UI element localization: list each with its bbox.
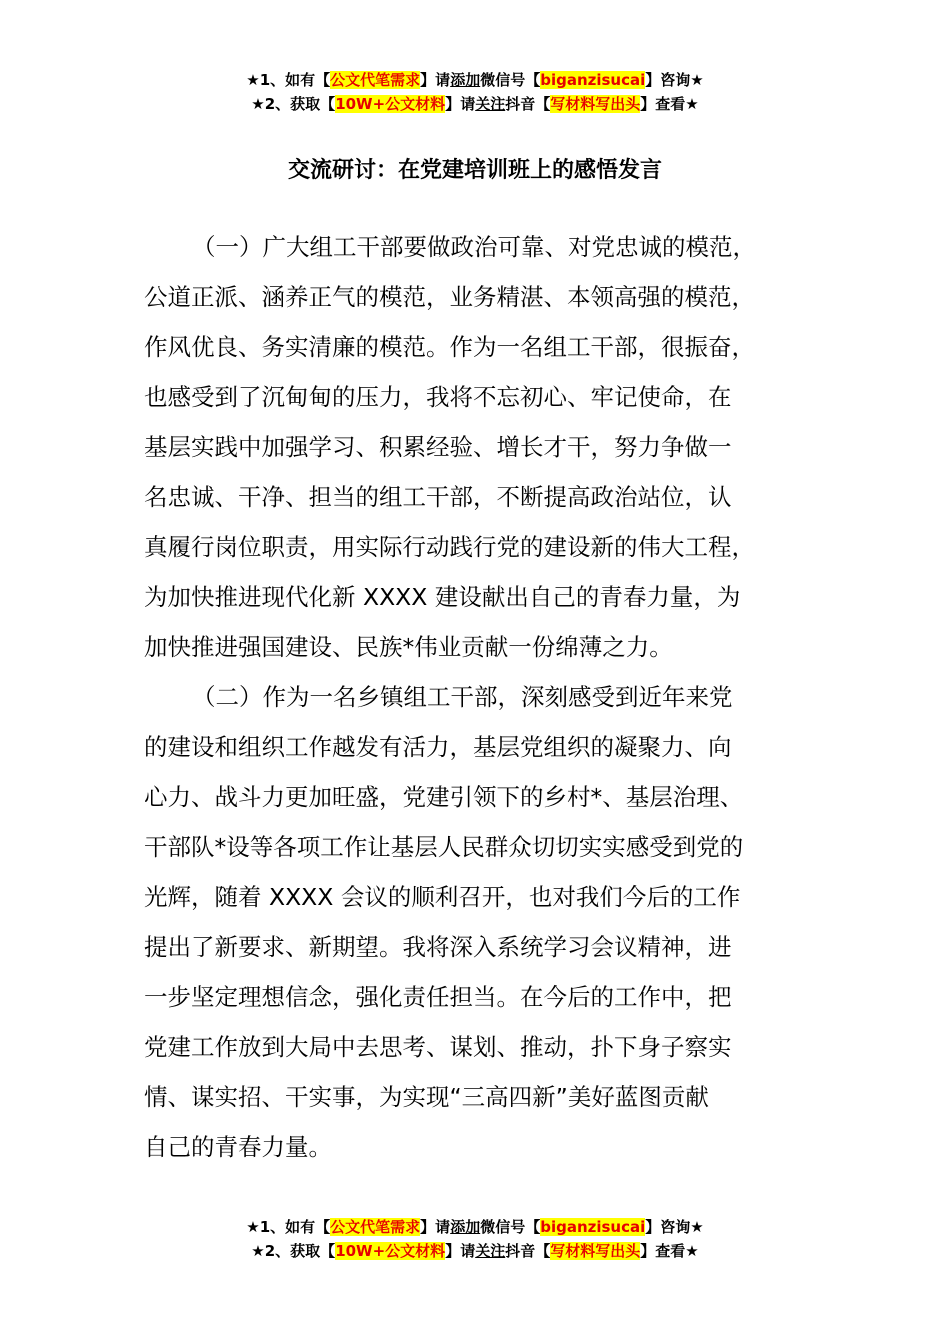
promo-wechat-id: biganzisucai [540,71,646,89]
text-line: （一）广大组工干部要做政治可靠、对党忠诚的模范， [192,233,756,261]
promo-line-1 [0,68,950,92]
text-line: 真履行岗位职责，用实际行动践行党的建设新的伟大工程， [144,533,755,561]
promo-text: 】请 [445,1242,476,1260]
promo-text: 】查看★ [640,1242,699,1260]
text-line: 加快推进强国建设、民族*伟业贡献一份绵薄之力。 [144,633,673,661]
promo-highlight: 公文代笔需求 [330,1218,421,1236]
promo-text: 】咨询★ [645,1218,704,1236]
promo-text: 抖音【 [505,95,551,113]
text-line: 光辉，随着 XXXX 会议的顺利召开，也对我们今后的工作 [144,883,741,911]
text-line: 名忠诚、干净、担当的组工干部，不断提高政治站位，认 [144,483,732,511]
promo-wechat-id: biganzisucai [540,1218,646,1236]
promo-text: 】请 [420,1218,451,1236]
document-body [144,222,808,1172]
bottom-promo-banner [0,1215,950,1263]
promo-line-2 [0,1239,950,1263]
promo-text: 】请 [445,95,476,113]
promo-text: 微信号【 [480,1218,541,1236]
promo-underlined-text: 添加 [450,71,481,89]
promo-text: 】请 [420,71,451,89]
promo-line-2 [0,92,950,116]
text-line: 也感受到了沉甸甸的压力，我将不忘初心、牢记使命，在 [144,383,732,411]
promo-highlight: 公文代笔需求 [330,71,421,89]
text-line: 基层实践中加强学习、积累经验、增长才干，努力争做一 [144,433,732,461]
promo-text: ★2、获取【 [251,95,336,113]
text-line: 干部队*设等各项工作让基层人民群众切切实实感受到党的 [144,833,744,861]
text-line: 心力、战斗力更加旺盛，党建引领下的乡村*、基层治理、 [144,783,744,811]
promo-text: 抖音【 [505,1242,551,1260]
promo-text: 】查看★ [640,95,699,113]
text-line: 情、谋实招、干实事，为实现“三高四新”美好蓝图贡献 [144,1083,709,1111]
promo-douyin-id: 写材料写出头 [550,95,641,113]
document-title: 交流研讨：在党建培训班上的感悟发言 [287,158,662,183]
promo-highlight: 10W+公文材料 [335,95,446,113]
promo-text: ★1、如有【 [246,1218,331,1236]
text-line: 党建工作放到大局中去思考、谋划、推动，扑下身子察实 [144,1033,732,1061]
promo-text: ★2、获取【 [251,1242,336,1260]
text-line: 自己的青春力量。 [144,1133,332,1161]
promo-underlined-text: 添加 [450,1218,481,1236]
promo-underlined-text: 关注 [475,95,506,113]
promo-douyin-id: 写材料写出头 [550,1242,641,1260]
paragraph-2 [144,672,808,1172]
promo-highlight: 10W+公文材料 [335,1242,446,1260]
text-line: 公道正派、涵养正气的模范，业务精湛、本领高强的模范， [144,283,755,311]
text-line: （二）作为一名乡镇组工干部，深刻感受到近年来党 [192,683,733,711]
text-line: 的建设和组织工作越发有活力，基层党组织的凝聚力、向 [144,733,732,761]
text-line: 提出了新要求、新期望。我将深入系统学习会议精神，进 [144,933,732,961]
promo-line-1 [0,1215,950,1239]
promo-text: 】咨询★ [645,71,704,89]
text-line: 一步坚定理想信念，强化责任担当。在今后的工作中，把 [144,983,732,1011]
text-line: 为加快推进现代化新 XXXX 建设献出自己的青春力量，为 [144,583,741,611]
promo-underlined-text: 关注 [475,1242,506,1260]
text-line: 作风优良、务实清廉的模范。作为一名组工干部，很振奋， [144,333,755,361]
paragraph-1 [144,222,808,672]
promo-text: 微信号【 [480,71,541,89]
promo-text: ★1、如有【 [246,71,331,89]
top-promo-banner [0,68,950,116]
